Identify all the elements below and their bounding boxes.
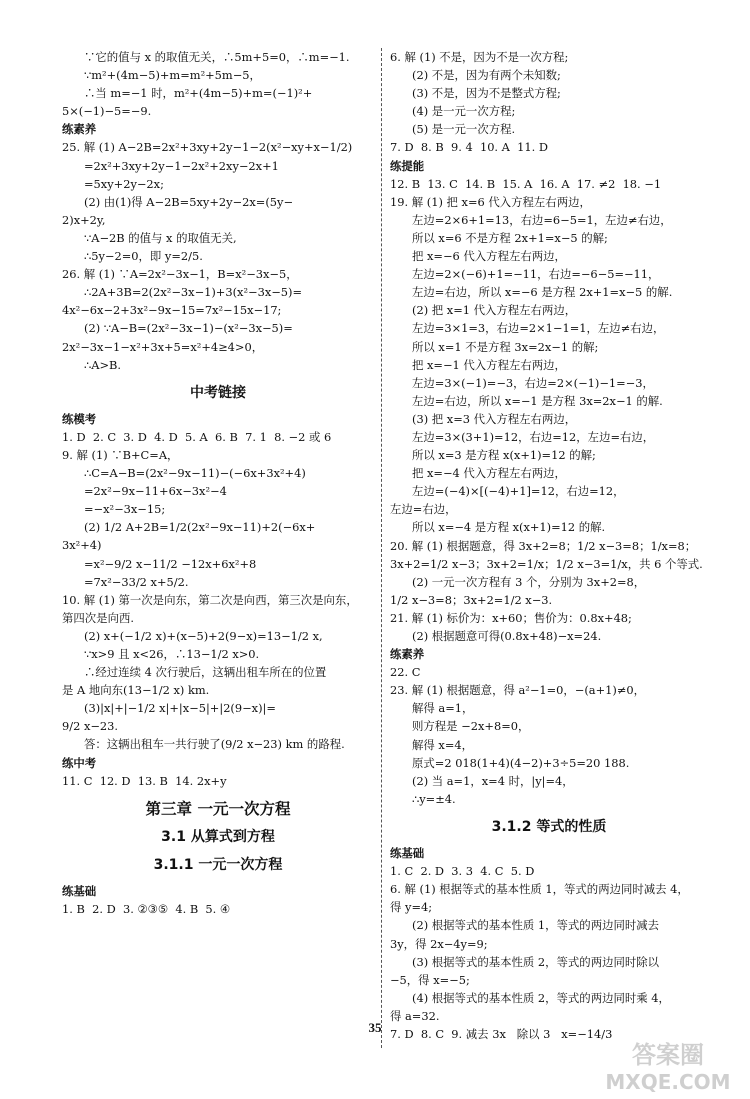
answer-line: =x²−9/2 x−11/2 −12x+6x²+8 [84,556,257,571]
section-heading-exam-links: 中考链接 [190,384,246,401]
answer-line: 7. D 8. B 9. 4 10. A 11. D [390,140,549,155]
watermark-logo [594,1033,742,1095]
answer-line: (2) 不是，因为有两个未知数; [412,68,561,83]
answer-line: (2) 1/2 A+2B=1/2(2x²−9x−11)+2(−6x+ [84,520,316,535]
answer-line: =5xy+2y−2x; [84,176,164,191]
exercise-section-label: 练素养 [62,122,97,137]
answer-line: 解得 a=1， [412,701,474,716]
answer-line: 11. C 12. D 13. B 14. 2x+y [62,773,227,788]
answer-line: 第四次是向西. [62,610,134,625]
answer-line: 3y，得 2x−4y=9; [390,936,488,951]
answer-line: 4x²−6x−2+3x²−9x−15=7x²−15x−17; [62,303,282,318]
answer-line: 22. C [390,665,421,680]
answer-line: 解得 x=4， [412,737,474,752]
answer-line: 7. D 8. C 9. 减去 3x 除以 3 x=−14/3 [390,1026,613,1041]
left-answers-block [62,48,374,374]
answer-line: 左边=3×(3+1)=12，右边=12，左边=右边， [412,429,655,444]
subsection-title-equation-properties: 3.1.2 等式的性质 [491,818,607,835]
answer-line: 20. 解 (1) 根据题意，得 3x+2=8；1/2 x−3=8；1/x=8； [390,538,697,553]
answer-line: 3x+2=1/2 x−3；3x+2=1/x；1/2 x−3=1/x，共 6 个等式. [390,556,703,571]
answer-line: 得 y=4; [390,900,433,915]
answer-line: 10. 解 (1) 第一次是向东，第二次是向西，第三次是向东， [62,592,358,607]
answer-line: 9/2 x−23. [62,719,119,734]
answer-line: 所以 x=1 不是方程 3x=2x−1 的解; [412,339,599,354]
answer-line: 25. 解 (1) A−2B=2x²+3xy+2y−1−2(x²−xy+x−1/2) [62,140,353,155]
answer-line: (3) 不是，因为不是整式方程; [412,86,561,101]
column-divider [381,48,382,1048]
answer-line: ∴当 m=−1 时，m²+(4m−5)+m=(−1)²+ [84,86,313,101]
answer-line: 1. B 2. D 3. ②③⑤ 4. B 5. ④ [62,902,231,917]
answer-line: 所以 x=3 是方程 x(x+1)=12 的解; [412,448,596,463]
subsection-title: 3.1.1 一元一次方程 [153,856,283,873]
answer-line: 5×(−1)−5=−9. [62,104,152,119]
answer-line: ∴经过连续 4 次行驶后，这辆出租车所在的位置 [84,665,327,680]
answer-line: 12. B 13. C 14. B 15. A 16. A 17. ≠2 18. −1 [390,176,662,191]
answer-line: (3) 根据等式的基本性质 2，等式的两边同时除以 [412,954,660,969]
equation-properties-block [390,844,708,1043]
answer-line: 把 x=−4 代入方程左右两边， [412,466,566,481]
answer-line: 26. 解 (1) ∵A=2x²−3x−1，B=x²−3x−5， [62,267,298,282]
answer-line: 左边=3×1=3，右边=2×1−1=1，左边≠右边， [412,321,665,336]
exercise-section-label: 练模考 [62,411,97,426]
answer-line: =−x²−3x−15; [84,502,166,517]
answer-line: (4) 是一元一次方程; [412,104,516,119]
answer-line: 6. 解 (1) 不是，因为不是一次方程; [390,50,569,64]
answer-line: 左边=右边，所以 x=−1 是方程 3x=2x−1 的解. [412,393,663,408]
answer-line: ∵x>9 且 x<26，∴13−1/2 x>0. [84,647,260,661]
answer-line: −5，得 x=−5; [390,972,470,987]
answer-line: (2) 把 x=1 代入方程左右两边， [412,303,577,318]
answer-line: (3) 把 x=3 代入方程左右两边， [412,411,577,426]
left-column [62,48,374,918]
answer-line: 2)x+2y, [62,212,106,227]
exercise-section-label: 练提能 [390,158,425,173]
answer-line: 左边=(−4)×[(−4)+1]=12，右边=12， [412,484,625,499]
answer-line: ∴C=A−B=(2x²−9x−11)−(−6x+3x²+4) [84,466,306,481]
answer-line: 3x²+4) [62,538,102,553]
watermark-bottom: MXQE.COM [605,1070,731,1094]
answer-line: (2) 根据题意可得(0.8x+48)−x=24. [412,629,602,643]
answer-line: 1/2 x−3=8；3x+2=1/2 x−3. [390,592,553,607]
answer-line: 得 a=32. [390,1008,440,1023]
answer-line: 原式=2 018(1+4)(4−2)+3÷5=20 188. [412,755,630,770]
chapter-answers-block [62,882,374,918]
answer-line: 左边=右边， [390,502,457,517]
answer-line: 6. 解 (1) 根据等式的基本性质 1，等式的两边同时减去 4， [390,882,689,897]
exam-links-block [62,410,374,790]
answer-line: 23. 解 (1) 根据题意，得 a²−1=0，−(a+1)≠0， [390,683,645,698]
answer-line: 9. 解 (1) ∵B+C=A， [62,447,179,462]
answer-line: 左边=2×(−6)+1=−11，右边=−6−5=−11， [412,267,660,282]
answer-line: 是 A 地向东(13−1/2 x) km. [62,683,210,698]
answer-line: ∴A>B. [84,357,122,372]
answer-line: 左边=2×6+1=13，右边=6−5=1，左边≠右边， [412,212,672,227]
answer-line: 把 x=−6 代入方程左右两边， [412,249,566,264]
answer-line: 2x²−3x−1−x²+3x+5=x²+4≥4>0， [62,339,264,354]
answer-line: ∴2A+3B=2(2x²−3x−1)+3(x²−3x−5)= [84,285,303,300]
answer-line: (2) 一元一次方程有 3 个，分别为 3x+2=8， [412,574,646,589]
answer-line: 所以 x=6 不是方程 2x+1=x−5 的解; [412,230,608,245]
exercise-section-label: 练中考 [62,755,97,770]
watermark-top: 答案圈 [632,1041,704,1069]
answer-line: 21. 解 (1) 标价为：x+60；售价为：0.8x+48; [390,610,632,625]
answer-line: (5) 是一元一次方程. [412,122,516,137]
exercise-section-label: 练基础 [62,884,97,899]
chapter-title: 第三章 一元一次方程 [145,799,291,818]
answer-line: ∵m²+(4m−5)+m=m²+5m−5， [84,68,261,83]
answer-line: (4) 根据等式的基本性质 2，等式的两边同时乘 4， [412,990,670,1005]
answer-line: (2) x+(−1/2 x)+(x−5)+2(9−x)=13−1/2 x, [84,628,323,643]
answer-line: ∴5y−2=0，即 y=2/5. [84,249,203,264]
answer-line: 所以 x=−4 是方程 x(x+1)=12 的解. [412,520,606,535]
answer-line: (2) 当 a=1，x=4 时，|y|=4， [412,773,574,788]
answer-line: ∵A−2B 的值与 x 的取值无关, [84,230,237,245]
answer-line: 答：这辆出租车一共行驶了(9/2 x−23) km 的路程. [84,737,345,752]
answer-line: 左边=右边，所以 x=−6 是方程 2x+1=x−5 的解. [412,285,673,300]
answer-line: (2) ∵A−B=(2x²−3x−1)−(x²−3x−5)= [84,321,293,336]
answer-line: 1. C 2. D 3. 3 4. C 5. D [390,864,535,879]
answer-line: =2x²−9x−11+6x−3x²−4 [84,484,227,499]
page-number: 35 [368,1020,382,1035]
section-title: 3.1 从算式到方程 [161,828,275,845]
answer-line: 1. D 2. C 3. D 4. D 5. A 6. B 7. 1 8. −2 或 6 [62,429,332,444]
answer-line: 则方程是 −2x+8=0， [412,719,530,734]
answer-line: (2) 由(1)得 A−2B=5xy+2y−2x=(5y− [84,194,293,209]
answer-line: (2) 根据等式的基本性质 1，等式的两边同时减去 [412,918,660,933]
right-column [390,48,708,1043]
answer-line: ∴y=±4. [412,791,456,806]
answer-line: (3)|x|+|−1/2 x|+|x−5|+|2(9−x)|= [84,701,276,716]
answer-line: =2x²+3xy+2y−1−2x²+2xy−2x+1 [84,158,279,173]
answer-line: ∵它的值与 x 的取值无关，∴5m+5=0，∴m=−1. [84,50,350,64]
exercise-section-label: 练基础 [390,846,425,861]
exercise-section-label: 练素养 [390,647,425,662]
answer-line: 把 x=−1 代入方程左右两边， [412,357,566,372]
right-answers-block [390,48,708,808]
answer-line: 19. 解 (1) 把 x=6 代入方程左右两边， [390,194,591,209]
answer-line: =7x²−33/2 x+5/2. [84,574,189,589]
answer-line: 左边=3×(−1)=−3，右边=2×(−1)−1=−3， [412,375,654,390]
